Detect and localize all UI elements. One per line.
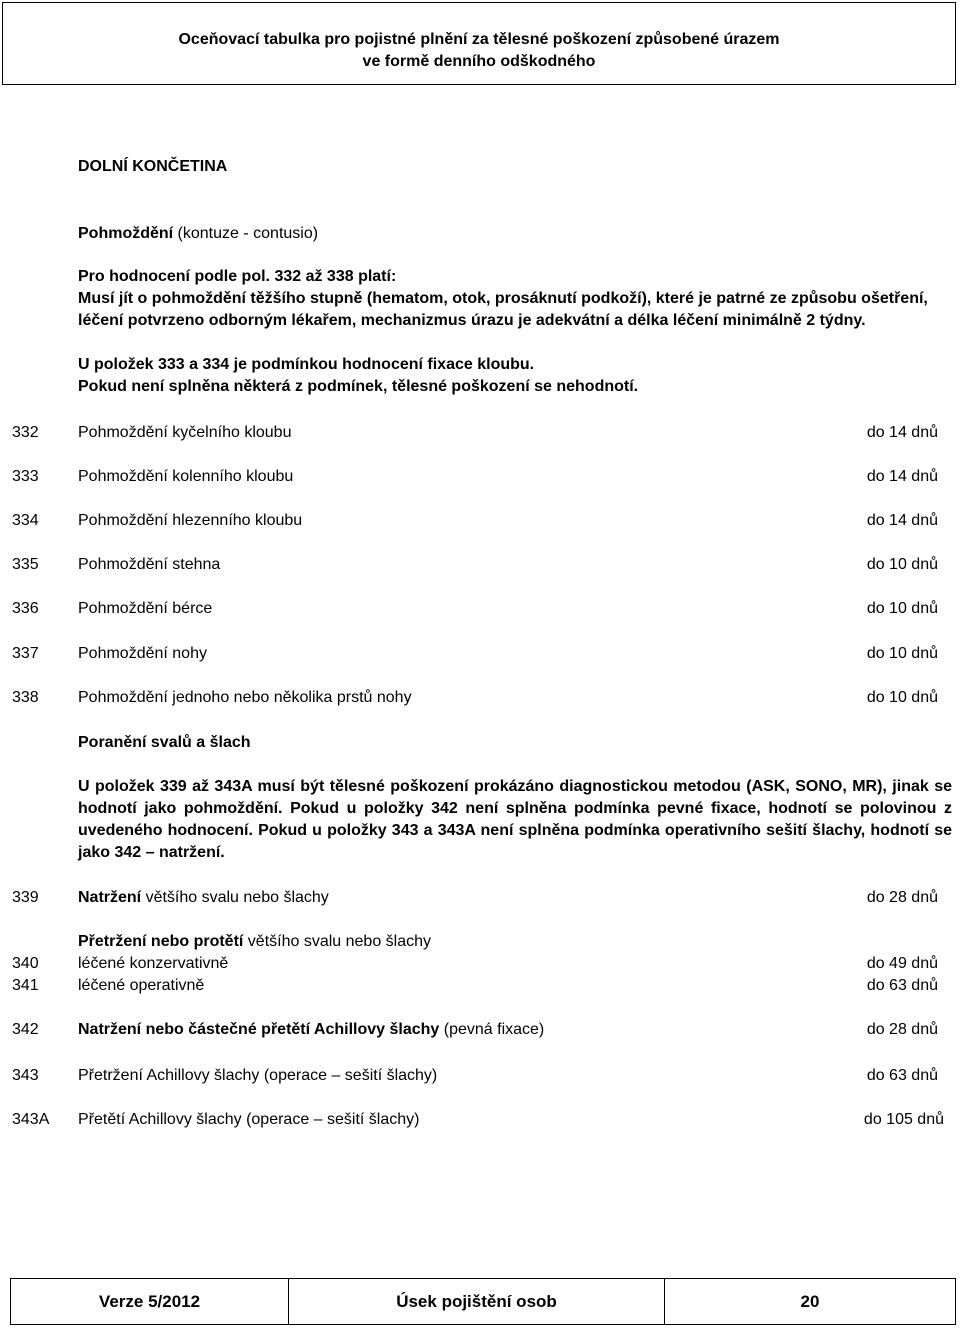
item-duration: do 14 dnů (866, 512, 938, 529)
item-description-bold: Natržení nebo částečné přetětí Achillovy šlachy (78, 1021, 440, 1038)
footer-department: Úsek pojištění osob (289, 1279, 665, 1324)
item-description: Přetětí Achillovy šlachy (operace – sešití šlachy) (78, 1111, 420, 1128)
table-row (0, 643, 960, 665)
table-row (0, 887, 960, 909)
table-row (0, 687, 960, 709)
item-duration: do 14 dnů (866, 424, 938, 441)
table-row (0, 953, 960, 975)
table-row (0, 554, 960, 576)
footer-version: Verze 5/2012 (11, 1279, 289, 1324)
item-number: 336 (12, 600, 39, 617)
item-duration: do 28 dnů (866, 889, 938, 906)
item-description-rest: (pevná fixace) (439, 1021, 545, 1038)
item-number: 343 (12, 1067, 39, 1084)
table-row (0, 1065, 960, 1087)
item-duration: do 105 dnů (863, 1111, 944, 1128)
table-row (0, 422, 960, 444)
page-footer (10, 1278, 956, 1325)
contusion-heading (78, 224, 318, 244)
item-description: Pohmoždění hlezenního kloubu (78, 512, 303, 529)
item-duration: do 63 dnů (866, 977, 938, 994)
item-description: Pohmoždění kyčelního kloubu (78, 424, 292, 441)
item-description: Pohmoždění stehna (78, 556, 221, 573)
contusion-rules-intro: Pro hodnocení podle pol. 332 až 338 platí: (78, 268, 397, 285)
item-description (78, 887, 329, 909)
item-description: Pohmoždění bérce (78, 600, 213, 617)
item-duration: do 49 dnů (866, 955, 938, 972)
item-number: 343A (12, 1111, 50, 1128)
table-row (0, 975, 960, 997)
table-row (0, 598, 960, 620)
item-number: 339 (12, 889, 39, 906)
item-description: Pohmoždění kolenního kloubu (78, 468, 294, 485)
item-number: 342 (12, 1021, 39, 1038)
table-row (0, 1109, 960, 1131)
item-duration: do 14 dnů (866, 468, 938, 485)
item-number: 335 (12, 556, 39, 573)
item-duration: do 10 dnů (866, 689, 938, 706)
item-number: 337 (12, 645, 39, 662)
item-number: 333 (12, 468, 39, 485)
muscles-rules-paragraph: U položek 339 až 343A musí být tělesné poškození prokázáno diagnostickou metodou (ASK, SONO, MR), jinak se hodnotí jako pohmoždění. Pokud u položky 342 není splněna podmínka pevné fixace, hodnotí se polovinou z uvedeného hodnocení. Pokud u položky 343 a 343A není splněna podmínka operativního sešití šlachy, hodnotí se jako 342 – natržení. (78, 778, 952, 861)
contusion-rules-fixation: U položek 333 a 334 je podmínkou hodnocení fixace kloubu. (78, 356, 535, 373)
item-duration: do 63 dnů (866, 1067, 938, 1084)
item-number: 334 (12, 512, 39, 529)
section-title: DOLNÍ KONČETINA (78, 158, 228, 175)
item-description-rest: většího svalu nebo šlachy (141, 889, 329, 906)
item-description: Pohmoždění jednoho nebo několika prstů nohy (78, 689, 412, 706)
contusion-rules-note: Pokud není splněna některá z podmínek, tělesné poškození se nehodnotí. (78, 378, 639, 395)
group-heading-rest: většího svalu nebo šlachy (243, 933, 432, 950)
group-heading-bold: Přetržení nebo protětí (78, 933, 244, 950)
item-number: 338 (12, 689, 39, 706)
group-heading (0, 931, 960, 953)
item-duration: do 28 dnů (866, 1021, 938, 1038)
contusion-heading-rest: (kontuze - contusio) (173, 225, 319, 242)
item-description: léčené operativně (78, 977, 205, 994)
footer-page-number: 20 (800, 1291, 820, 1311)
item-duration: do 10 dnů (866, 645, 938, 662)
item-duration: do 10 dnů (866, 600, 938, 617)
item-description (78, 1019, 544, 1041)
header-title-line2: ve formě denního odškodného (362, 53, 596, 70)
item-description: Pohmoždění nohy (78, 645, 207, 662)
document-header (2, 2, 956, 85)
table-row (0, 510, 960, 532)
item-number: 340 (12, 955, 39, 972)
contusion-heading-bold: Pohmoždění (78, 225, 174, 242)
item-description: léčené konzervativně (78, 955, 229, 972)
item-number: 341 (12, 977, 39, 994)
header-title-line1: Oceňovací tabulka pro pojistné plnění za tělesné poškození způsobené úrazem (178, 31, 780, 48)
contusion-rules-paragraph: Musí jít o pohmoždění těžšího stupně (hematom, otok, prosáknutí podkoží), které je patrné ze způsobu ošetření, léčení potvrzeno odborným lékařem, mechanizmus úrazu je adekvátní a délka léčení minimálně 2 týdny. (78, 290, 928, 329)
item-number: 332 (12, 424, 39, 441)
item-duration: do 10 dnů (866, 556, 938, 573)
item-description: Přetržení Achillovy šlachy (operace – sešití šlachy) (78, 1067, 438, 1084)
item-description-bold: Natržení (78, 889, 142, 906)
muscles-heading: Poranění svalů a šlach (78, 734, 251, 751)
table-row (0, 466, 960, 488)
table-row (0, 1019, 960, 1041)
group-heading-text (78, 931, 431, 953)
